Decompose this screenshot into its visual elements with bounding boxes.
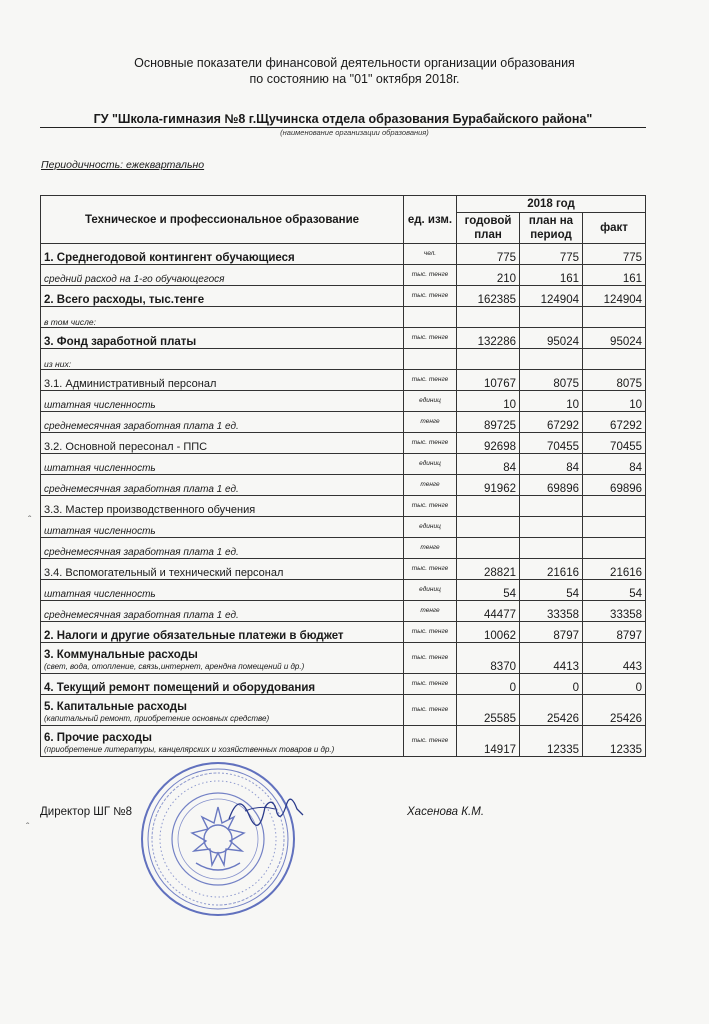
row-label [41, 622, 404, 643]
plan-period-cell: 8075 [520, 370, 583, 391]
row-label-text: 3.4. Вспомогательный и технический персонал [44, 567, 284, 579]
unit-cell [404, 349, 457, 370]
row-label [41, 674, 404, 695]
row-label-text: среднемесячная заработная плата 1 ед. [44, 484, 239, 495]
plan-period-cell: 54 [520, 580, 583, 601]
plan-year-cell: 89725 [457, 412, 520, 433]
plan-period-cell: 21616 [520, 559, 583, 580]
row-label [41, 559, 404, 580]
table-row [41, 580, 646, 601]
row-label [41, 286, 404, 307]
plan-period-cell: 70455 [520, 433, 583, 454]
fact-cell: 8797 [583, 622, 646, 643]
table-row [41, 412, 646, 433]
row-label [41, 370, 404, 391]
plan-period-cell [520, 349, 583, 370]
plan-period-cell [520, 538, 583, 559]
unit-cell: тыс. тенге [404, 643, 457, 674]
table-row [41, 433, 646, 454]
plan-year-cell: 10 [457, 391, 520, 412]
table-row [41, 695, 646, 726]
fact-cell: 124904 [583, 286, 646, 307]
plan-period-cell: 775 [520, 244, 583, 265]
plan-year-cell: 0 [457, 674, 520, 695]
row-label-text: среднемесячная заработная плата 1 ед. [44, 610, 239, 621]
plan-period-cell: 25426 [520, 695, 583, 726]
row-label [41, 391, 404, 412]
row-sublabel: (капитальный ремонт, приобретение основных средстве) [44, 714, 270, 723]
plan-period-cell: 4413 [520, 643, 583, 674]
plan-year-cell [457, 496, 520, 517]
row-label [41, 580, 404, 601]
unit-cell: тенге [404, 538, 457, 559]
row-label [41, 496, 404, 517]
scan-mark: ˆ [26, 822, 30, 833]
table-row [41, 538, 646, 559]
unit-cell: единиц [404, 454, 457, 475]
column-header-plan-year: годовой план [457, 213, 520, 244]
plan-year-cell: 91962 [457, 475, 520, 496]
plan-period-cell: 124904 [520, 286, 583, 307]
column-header-unit: ед. изм. [404, 196, 457, 244]
table-row [41, 370, 646, 391]
row-label [41, 328, 404, 349]
column-header-title: Техническое и профессиональное образование [41, 196, 404, 244]
signer-name: Хасенова К.М. [407, 806, 485, 818]
fact-cell [583, 538, 646, 559]
plan-year-cell: 54 [457, 580, 520, 601]
column-header-plan-period: план на период [520, 213, 583, 244]
unit-cell: единиц [404, 517, 457, 538]
plan-period-cell: 33358 [520, 601, 583, 622]
plan-year-cell: 44477 [457, 601, 520, 622]
fact-cell: 10 [583, 391, 646, 412]
fact-cell [583, 517, 646, 538]
column-header-fact: факт [583, 213, 646, 244]
plan-year-cell: 132286 [457, 328, 520, 349]
plan-year-cell: 28821 [457, 559, 520, 580]
plan-period-cell: 12335 [520, 726, 583, 757]
row-label [41, 475, 404, 496]
unit-cell: тыс. тенге [404, 496, 457, 517]
unit-cell: чел. [404, 244, 457, 265]
row-label-text: 2. Налоги и другие обязательные платежи в бюджет [44, 630, 344, 642]
organization-note: (наименование организации образования) [280, 128, 429, 137]
plan-period-cell [520, 496, 583, 517]
plan-period-cell: 67292 [520, 412, 583, 433]
fact-cell: 8075 [583, 370, 646, 391]
row-label [41, 412, 404, 433]
organization-name: ГУ "Школа-гимназия №8 г.Щучинска отдела образования Бурабайского района" [40, 112, 646, 128]
plan-year-cell: 10062 [457, 622, 520, 643]
unit-cell: тыс. тенге [404, 328, 457, 349]
fact-cell: 161 [583, 265, 646, 286]
row-label-text: 3. Коммунальные расходы [44, 649, 198, 661]
fact-cell: 84 [583, 454, 646, 475]
unit-cell: тыс. тенге [404, 674, 457, 695]
plan-period-cell: 161 [520, 265, 583, 286]
plan-year-cell: 162385 [457, 286, 520, 307]
plan-year-cell: 84 [457, 454, 520, 475]
unit-cell: тыс. тенге [404, 726, 457, 757]
row-label-text: 1. Среднегодовой контингент обучающиеся [44, 252, 295, 264]
row-label-text: в том числе: [44, 317, 96, 327]
plan-period-cell: 10 [520, 391, 583, 412]
plan-period-cell: 95024 [520, 328, 583, 349]
unit-cell: тыс. тенге [404, 695, 457, 726]
table-row [41, 454, 646, 475]
row-label-text: среднемесячная заработная плата 1 ед. [44, 421, 239, 432]
fact-cell: 69896 [583, 475, 646, 496]
table-row [41, 517, 646, 538]
table-row [41, 496, 646, 517]
doc-title-line1: Основные показатели финансовой деятельности организации образования [134, 56, 575, 70]
table-row [41, 265, 646, 286]
financial-table [40, 195, 646, 757]
unit-cell: единиц [404, 580, 457, 601]
unit-cell: тенге [404, 412, 457, 433]
row-label-text: среднемесячная заработная плата 1 ед. [44, 547, 239, 558]
official-seal-icon [138, 759, 298, 919]
periodicity: Периодичность: ежеквартально [41, 159, 205, 171]
fact-cell: 775 [583, 244, 646, 265]
fact-cell: 12335 [583, 726, 646, 757]
plan-year-cell [457, 517, 520, 538]
row-label [41, 601, 404, 622]
signature-icon [225, 785, 305, 830]
plan-period-cell: 8797 [520, 622, 583, 643]
unit-cell [404, 307, 457, 328]
fact-cell: 25426 [583, 695, 646, 726]
row-label-text: 4. Текущий ремонт помещений и оборудования [44, 682, 316, 694]
plan-period-cell [520, 517, 583, 538]
unit-cell: единиц [404, 391, 457, 412]
scan-mark: ˆ [28, 515, 32, 526]
row-label [41, 307, 404, 328]
fact-cell [583, 349, 646, 370]
table-row [41, 726, 646, 757]
fact-cell [583, 307, 646, 328]
row-label-text: штатная численность [44, 400, 156, 411]
unit-cell: тыс. тенге [404, 559, 457, 580]
plan-year-cell: 210 [457, 265, 520, 286]
row-sublabel: (приобретение литературы, канцелярских и хозяйственных товаров и др.) [44, 745, 335, 754]
row-label [41, 726, 404, 757]
row-label-text: штатная численность [44, 463, 156, 474]
table-row [41, 475, 646, 496]
plan-year-cell: 25585 [457, 695, 520, 726]
row-label-text: 6. Прочие расходы [44, 732, 152, 744]
fact-cell: 67292 [583, 412, 646, 433]
plan-year-cell: 14917 [457, 726, 520, 757]
unit-cell: тыс. тенге [404, 370, 457, 391]
table-row [41, 559, 646, 580]
fact-cell [583, 496, 646, 517]
plan-year-cell: 775 [457, 244, 520, 265]
row-label-text: 3.1. Административный персонал [44, 378, 217, 390]
table-row [41, 328, 646, 349]
table-row [41, 391, 646, 412]
row-label-text: из них: [44, 359, 72, 369]
fact-cell: 70455 [583, 433, 646, 454]
unit-cell: тыс. тенге [404, 622, 457, 643]
table-row [41, 674, 646, 695]
plan-year-cell: 92698 [457, 433, 520, 454]
column-header-year: 2018 год [457, 196, 646, 213]
row-label-text: средний расход на 1-го обучающегося [44, 274, 225, 285]
unit-cell: тенге [404, 475, 457, 496]
fact-cell: 0 [583, 674, 646, 695]
fact-cell: 54 [583, 580, 646, 601]
fact-cell: 33358 [583, 601, 646, 622]
row-label [41, 433, 404, 454]
unit-cell: тыс. тенге [404, 286, 457, 307]
fact-cell: 21616 [583, 559, 646, 580]
fact-cell: 443 [583, 643, 646, 674]
unit-cell: тенге [404, 601, 457, 622]
row-label [41, 695, 404, 726]
unit-cell: тыс. тенге [404, 433, 457, 454]
plan-period-cell: 69896 [520, 475, 583, 496]
plan-year-cell [457, 349, 520, 370]
row-sublabel: (свет, вода, отопление, связь,интернет, арендна помещений и др.) [44, 662, 305, 671]
plan-period-cell: 84 [520, 454, 583, 475]
row-label-text: штатная численность [44, 589, 156, 600]
plan-period-cell [520, 307, 583, 328]
plan-period-cell: 0 [520, 674, 583, 695]
table-row [41, 286, 646, 307]
table-row [41, 601, 646, 622]
row-label-text: штатная численность [44, 526, 156, 537]
row-label [41, 517, 404, 538]
table-row [41, 643, 646, 674]
table-row [41, 244, 646, 265]
row-label-text: 2. Всего расходы, тыс.тенге [44, 294, 205, 306]
plan-year-cell [457, 307, 520, 328]
row-label [41, 538, 404, 559]
plan-year-cell [457, 538, 520, 559]
table-row [41, 622, 646, 643]
row-label-text: 3. Фонд заработной платы [44, 336, 197, 348]
fact-cell: 95024 [583, 328, 646, 349]
table-row [41, 307, 646, 328]
table-row [41, 349, 646, 370]
row-label [41, 265, 404, 286]
row-label-text: 3.3. Мастер производственного обучения [44, 504, 256, 516]
doc-title-line2: по состоянию на "01" октября 2018г. [249, 72, 460, 86]
row-label [41, 454, 404, 475]
row-label [41, 349, 404, 370]
row-label-text: 3.2. Основной пересонал - ППС [44, 441, 208, 453]
signer-label: Директор ШГ №8 [40, 806, 132, 818]
row-label [41, 643, 404, 674]
plan-year-cell: 8370 [457, 643, 520, 674]
row-label [41, 244, 404, 265]
plan-year-cell: 10767 [457, 370, 520, 391]
row-label-text: 5. Капитальные расходы [44, 701, 187, 713]
unit-cell: тыс. тенге [404, 265, 457, 286]
